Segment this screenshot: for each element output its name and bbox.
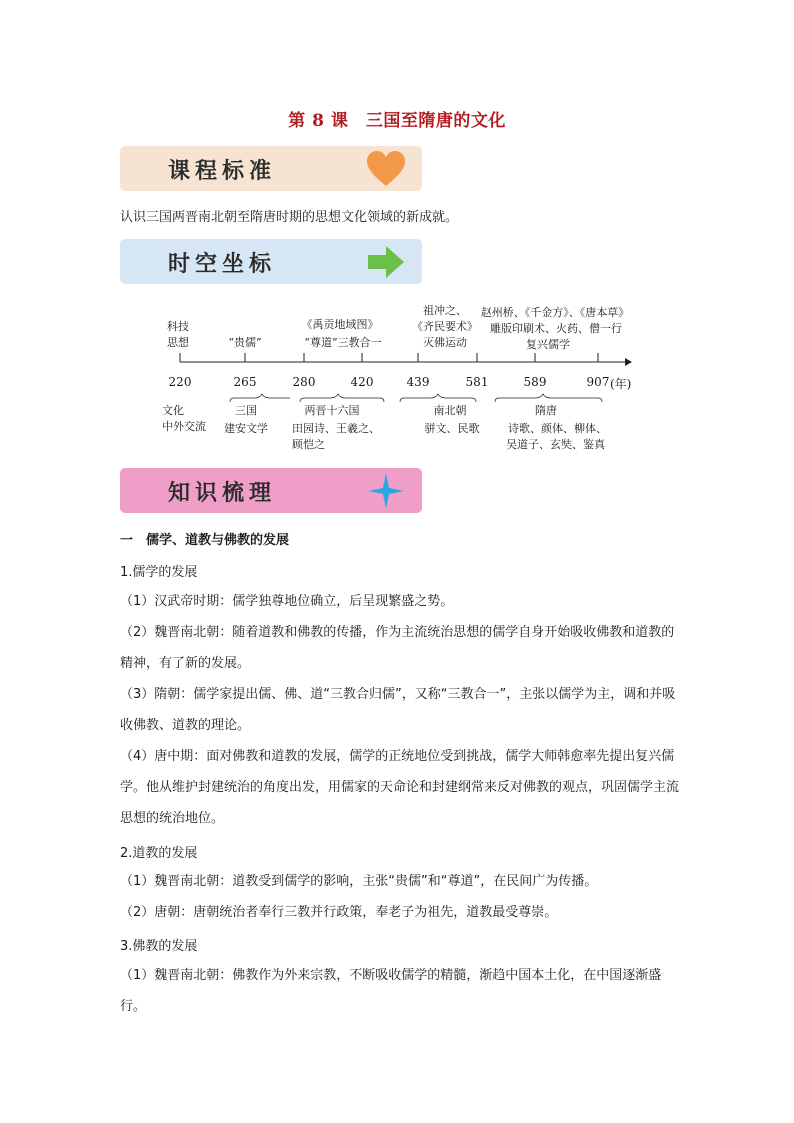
event-tianyuan: 田园诗、王羲之、: [292, 422, 380, 435]
heart-icon: [366, 150, 406, 188]
period-liangjin: 两晋十六国: [304, 404, 360, 417]
period-sanguo: 三国: [235, 404, 257, 417]
event-jianan: 建安文学: [224, 422, 268, 435]
event-miefo: 灭佛运动: [423, 336, 467, 349]
event-guiru: “贵儒”: [228, 336, 262, 349]
event-fuxing: 复兴儒学: [526, 338, 570, 351]
banner-knowledge-label: 知识梳理: [168, 481, 277, 506]
period-suitang: 隋唐: [535, 404, 557, 417]
year-tick: 265: [233, 375, 257, 389]
arrow-right-icon: [366, 243, 406, 281]
label-science: 科技: [167, 320, 189, 333]
year-tick: 280: [292, 375, 316, 389]
event-pianwen: 骈文、民歌: [424, 422, 480, 435]
paragraph: （1）魏晋南北朝：道教受到儒学的影响，主张“贵儒”和“尊道”，在民间广为传播。: [120, 874, 598, 889]
year-tick: 439: [406, 375, 430, 389]
banner-knowledge: [120, 468, 422, 513]
year-tick: 420: [350, 375, 374, 389]
year-tick: 589: [523, 375, 547, 389]
event-zuchongzhi: 祖冲之、: [423, 304, 467, 317]
paragraph: （1）汉武帝时期：儒学独尊地位确立，后呈现繁盛之势。: [120, 594, 454, 609]
year-tick: 220: [168, 375, 192, 389]
event-shige: 诗歌、颜体、柳体、: [508, 422, 607, 435]
banner-timeline-label: 时空坐标: [168, 252, 277, 277]
event-diaoban: 雕版印刷术、火药、僧一行: [490, 322, 622, 335]
paragraph: （2）魏晋南北朝：随着道教和佛教的传播，作为主流统治思想的儒学自身开始吸收佛教和道教的精神，有了新的发展。: [120, 625, 675, 671]
banner-course-standard-label: 课程标准: [168, 159, 277, 184]
event-zhaozhou: 赵州桥、《千金方》、《唐本草》: [480, 306, 630, 319]
star-icon: [366, 472, 406, 510]
label-thought: 思想: [167, 336, 189, 349]
label-exchange: 中外交流: [162, 420, 206, 433]
paragraph: （4）唐中期：面对佛教和道教的发展，儒学的正统地位受到挑战，儒学大师韩愈率先提出复兴儒学。他从维护封建统治的角度出发，用儒家的天命论和封建纲常来反对佛教的观点，巩固儒学主流思想的统治地位。: [120, 749, 680, 826]
paragraph: （3）隋朝：儒学家提出儒、佛、道“三教合归儒”，又称“三教合一”，主张以儒学为主，调和并吸收佛教、道教的理论。: [120, 687, 676, 733]
page-title: 第 8 课 三国至隋唐的文化: [288, 111, 506, 131]
year-unit: (年): [610, 377, 632, 391]
subsection-buddhism: 3.佛教的发展: [120, 939, 198, 954]
year-tick: 581: [465, 375, 489, 389]
section-heading: 一 儒学、道教与佛教的发展: [120, 533, 290, 548]
year-tick: 907: [586, 375, 610, 389]
event-gukaizhi: 顾恺之: [292, 438, 325, 451]
standard-text: 认识三国两晋南北朝至隋唐时期的思想文化领域的新成就。: [120, 210, 459, 225]
timeline: [150, 298, 650, 458]
event-yugong: 《禹贡地域图》: [301, 318, 379, 331]
event-wudaozi: 吴道子、玄奘、鉴真: [506, 438, 605, 451]
banner-course-standard: [120, 146, 422, 191]
event-qimin: 《齐民要术》: [412, 320, 478, 333]
subsection-confucianism: 1.儒学的发展: [120, 565, 198, 580]
event-zundao: “尊道”三教合一: [304, 336, 382, 349]
label-culture: 文化: [162, 404, 184, 417]
paragraph: （1）魏晋南北朝：佛教作为外来宗教，不断吸收儒学的精髓，渐趋中国本土化，在中国逐渐盛行。: [120, 968, 662, 1014]
period-nanbei: 南北朝: [433, 404, 467, 417]
subsection-taoism: 2.道教的发展: [120, 846, 198, 861]
paragraph: （2）唐朝：唐朝统治者奉行三教并行政策，奉老子为祖先，道教最受尊崇。: [120, 905, 558, 920]
banner-timeline: [120, 239, 422, 284]
